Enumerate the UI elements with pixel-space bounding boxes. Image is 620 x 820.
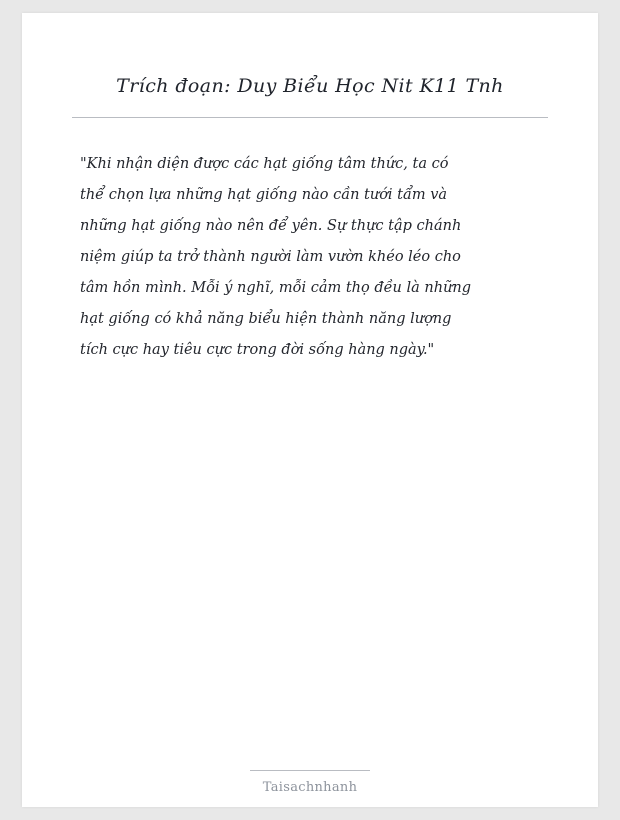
body-line: tâm hồn mình. Mỗi ý nghĩ, mỗi cảm thọ đều là những [80, 280, 472, 296]
body-line: hạt giống có khả năng biểu hiện thành năng lượng [80, 311, 452, 327]
body-line: thể chọn lựa những hạt giống nào cần tưới tẩm và [80, 187, 448, 203]
document-page [22, 13, 598, 807]
title-divider [72, 117, 548, 118]
page-title: Trích đoạn: Duy Biểu Học Nit K11 Tnh [116, 75, 504, 97]
body-line: những hạt giống nào nên để yên. Sự thực tập chánh [80, 218, 462, 234]
document-body [80, 149, 500, 366]
footer-attribution: Taisachnhanh [262, 780, 358, 795]
body-line: niệm giúp ta trở thành người làm vườn khéo léo cho [80, 249, 461, 265]
footer-divider [250, 770, 370, 771]
body-line: "Khi nhận diện được các hạt giống tâm thức, ta có [80, 156, 449, 172]
body-line: tích cực hay tiêu cực trong đời sống hàng ngày." [80, 342, 435, 358]
